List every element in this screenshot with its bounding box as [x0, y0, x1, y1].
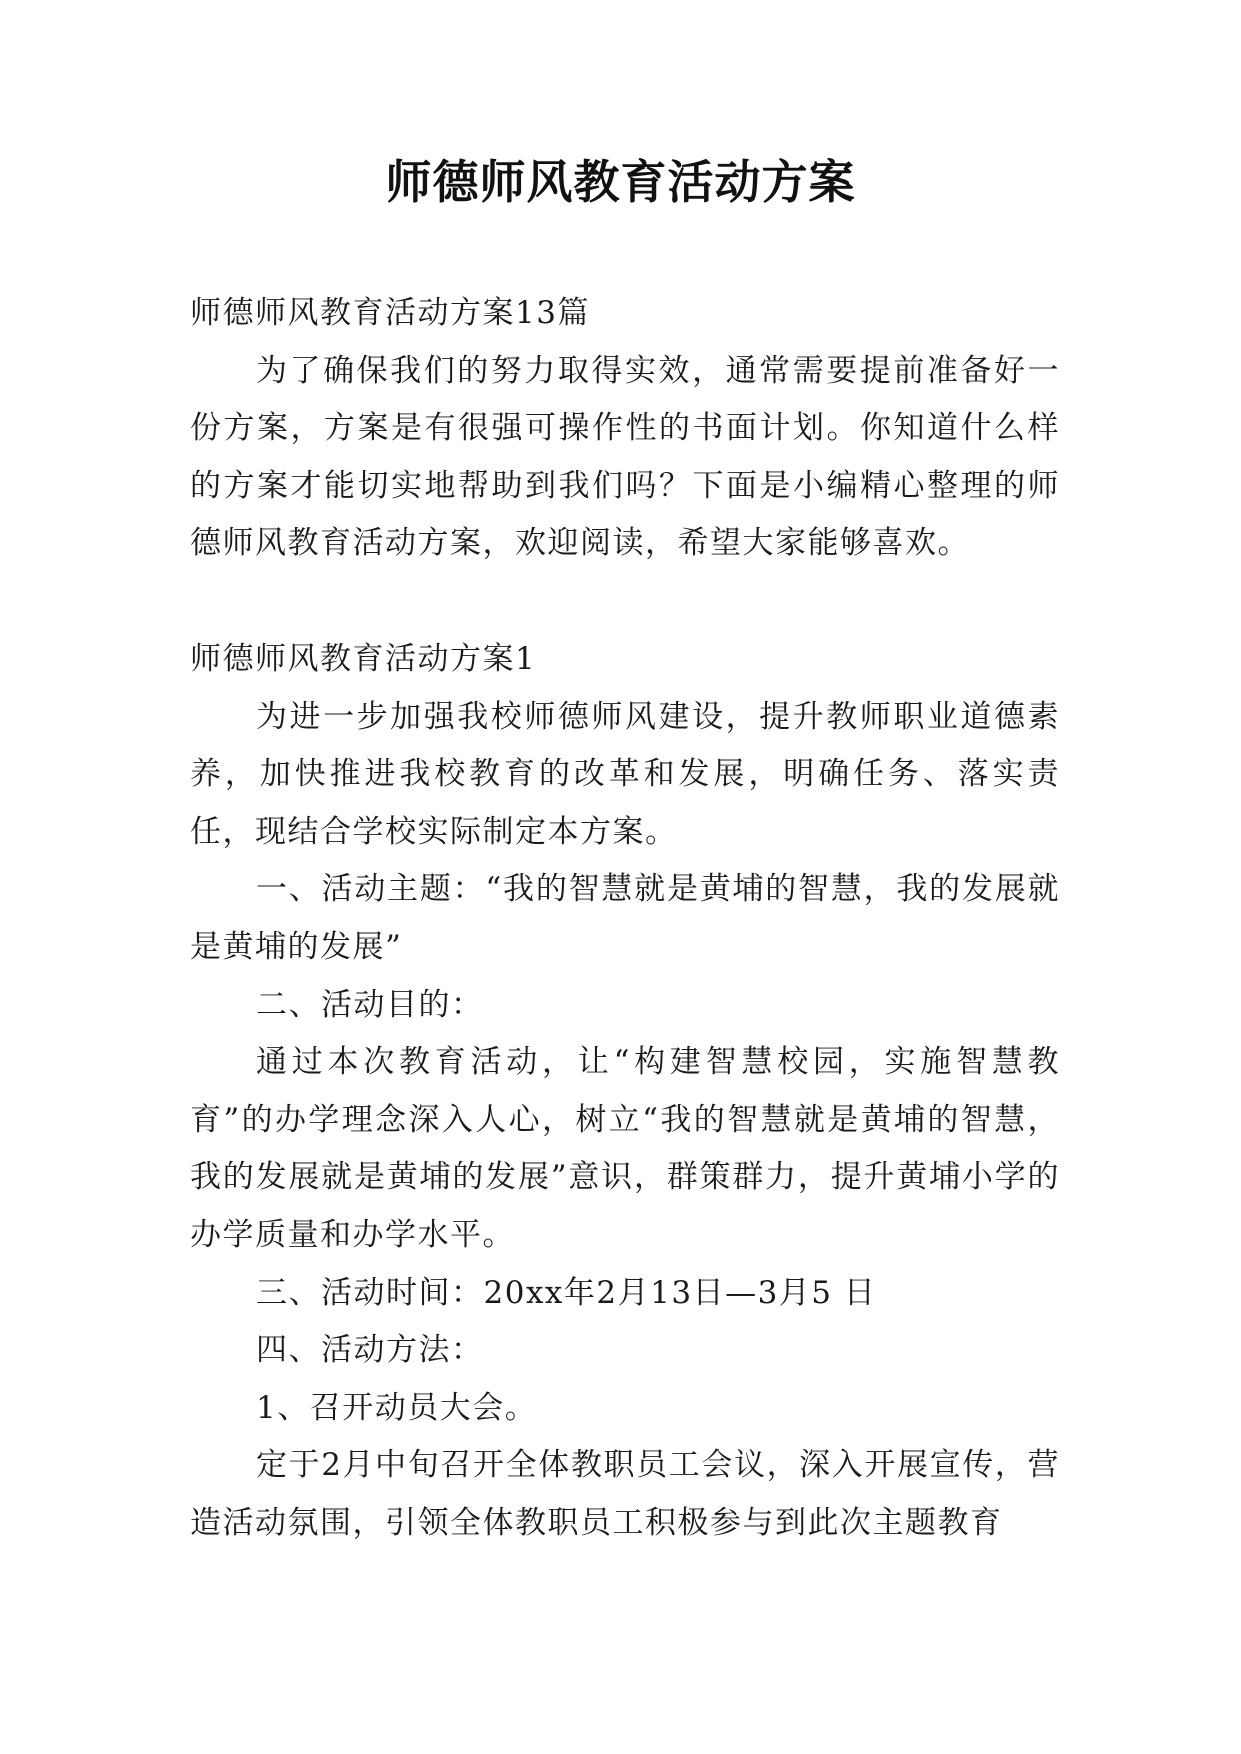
- document-subtitle: 师德师风教育活动方案13篇: [190, 295, 590, 331]
- paragraph: 定于2月中旬召开全体教职员工会议，深入开展宣传，营造活动氛围，引领全体教职员工积极参与到此次主题教育: [190, 1447, 1060, 1541]
- intro-paragraph: 为了确保我们的努力取得实效，通常需要提前准备好一份方案，方案是有很强可操作性的书面计划。你知道什么样的方案才能切实地帮助到我们吗？下面是小编精心整理的师德师风教育活动方案，欢迎阅读，希望大家能够喜欢。: [190, 352, 1060, 562]
- section-heading: 师德师风教育活动方案1: [190, 640, 537, 677]
- document-body: [190, 285, 1060, 1552]
- paragraph: 三、活动时间：20xx年2月13日—3月5 日: [256, 1274, 877, 1311]
- paragraph: 通过本次教育活动，让“构建智慧校园，实施智慧教育”的办学理念深入人心，树立“我的智慧就是黄埔的智慧，我的发展就是黄埔的发展”意识，群策群力，提升黄埔小学的办学质量和办学水平。: [190, 1044, 1060, 1253]
- paragraph: 四、活动方法：: [256, 1332, 484, 1369]
- document-title: 师德师风教育活动方案: [385, 155, 856, 209]
- paragraph: 一、活动主题：“我的智慧就是黄埔的智慧，我的发展就是黄埔的发展”: [190, 871, 1060, 965]
- paragraph: 1、召开动员大会。: [256, 1389, 538, 1426]
- paragraph: 为进一步加强我校师德师风建设，提升教师职业道德素养，加快推进我校教育的改革和发展，明确任务、落实责任，现结合学校实际制定本方案。: [190, 698, 1060, 850]
- paragraph: 二、活动目的：: [256, 986, 484, 1023]
